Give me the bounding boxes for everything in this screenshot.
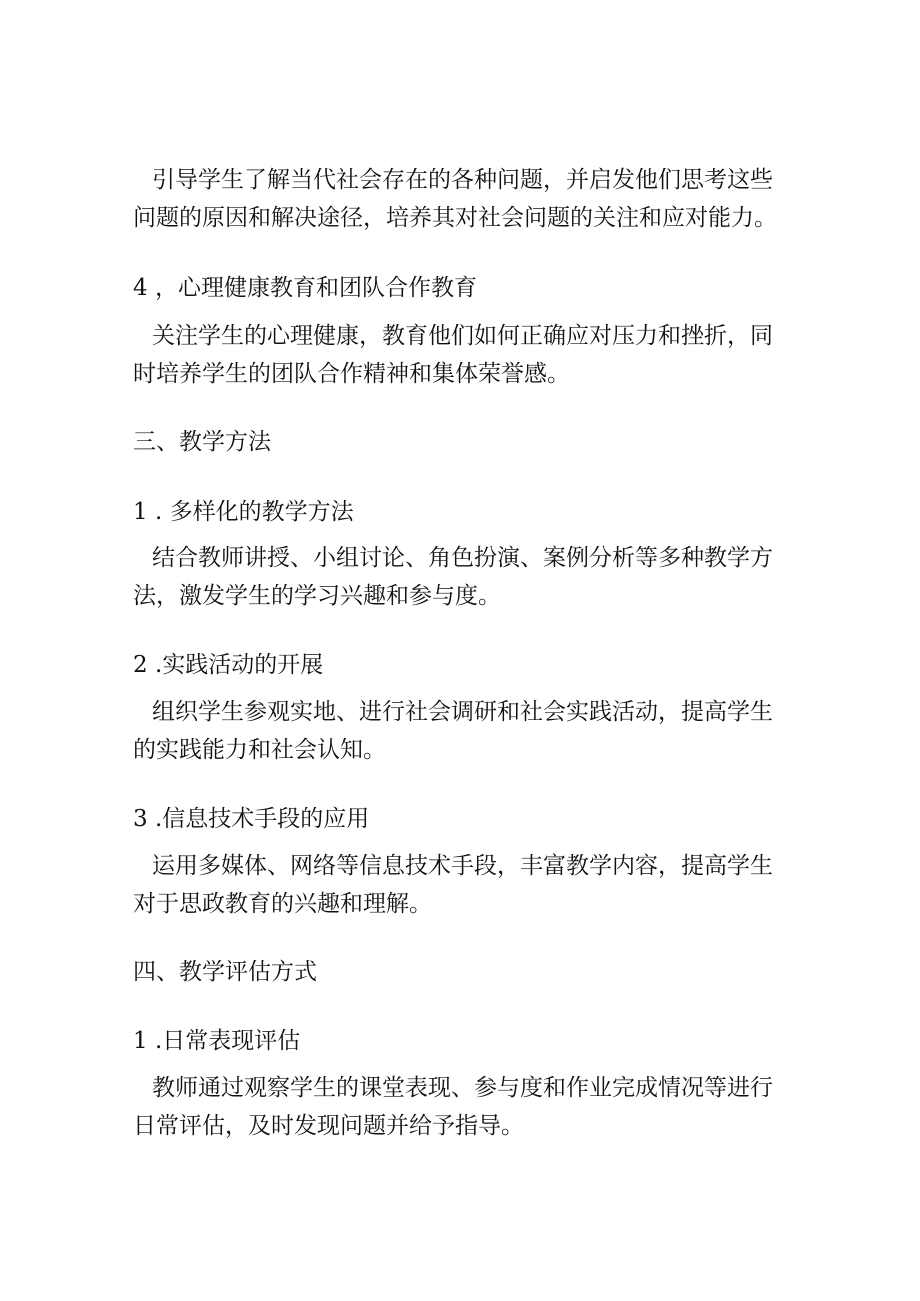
paragraph-line: 关注学生的心理健康，教育他们如何正确应对压力和挫折，同	[152, 323, 773, 349]
subsection-heading: 4 ，心理健康教育和团队合作教育	[133, 275, 477, 301]
subsection-heading: 1 .日常表现评估	[133, 1028, 301, 1054]
section-heading: 四、教学评估方式	[133, 959, 317, 985]
paragraph-line: 运用多媒体、网络等信息技术手段，丰富教学内容，提高学生	[152, 853, 773, 879]
subsection-heading: 1 . 多样化的教学方法	[133, 499, 354, 525]
section-heading: 三、教学方法	[133, 429, 271, 455]
paragraph-line: 时培养学生的团队合作精神和集体荣誉感。	[133, 361, 570, 387]
paragraph-line: 教师通过观察学生的课堂表现、参与度和作业完成情况等进行	[152, 1075, 773, 1101]
paragraph-line: 法，激发学生的学习兴趣和参与度。	[133, 583, 501, 609]
paragraph-line: 的实践能力和社会认知。	[133, 737, 386, 763]
subsection-heading: 2 .实践活动的开展	[133, 652, 324, 678]
paragraph-line: 结合教师讲授、小组讨论、角色扮演、案例分析等多种教学方	[152, 545, 773, 571]
paragraph-line: 问题的原因和解决途径，培养其对社会问题的关注和应对能力。	[133, 205, 777, 231]
paragraph-line: 日常评估，及时发现问题并给予指导。	[133, 1113, 524, 1139]
paragraph-line: 对于思政教育的兴趣和理解。	[133, 891, 432, 917]
paragraph-line: 引导学生了解当代社会存在的各种问题，并启发他们思考这些	[152, 167, 773, 193]
subsection-heading: 3 .信息技术手段的应用	[133, 806, 370, 832]
paragraph-line: 组织学生参观实地、进行社会调研和社会实践活动，提高学生	[152, 699, 773, 725]
